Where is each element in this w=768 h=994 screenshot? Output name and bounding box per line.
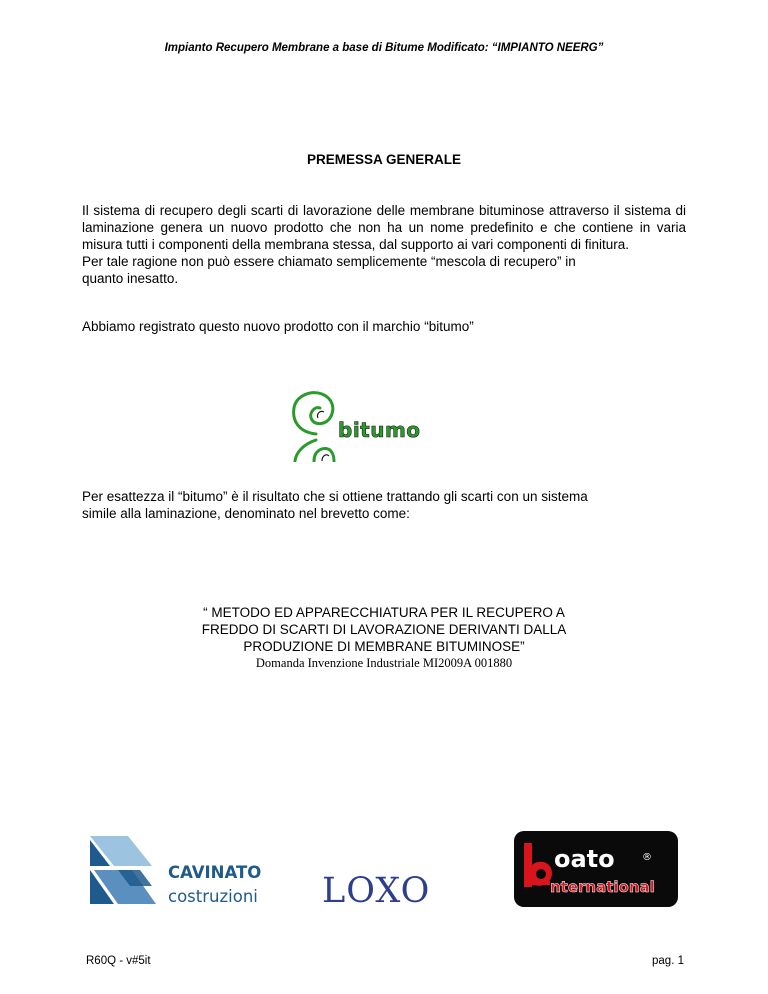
boato-logo-word-2: nternational <box>550 878 655 896</box>
section-title: PREMESSA GENERALE <box>306 152 462 167</box>
bitumo-logo <box>290 390 440 462</box>
bitumo-logo-text: bitumo <box>338 418 421 442</box>
boato-registered-mark: ® <box>642 852 652 863</box>
paragraph-recovery-system: Il sistema di recupero degli scarti di lavorazione delle membrane bituminose attraverso il sistema di laminazione genera un nuovo prodotto che non ha un nome predefinito e che contiene in varia misura tutti i componenti della membrana stessa, dal supporto ai vari componenti di finitura. <box>82 203 686 252</box>
cavinato-logo-line-1: CAVINATO <box>168 863 262 882</box>
page-number: pag. 1 <box>652 955 684 967</box>
boato-logo-word-1: oato <box>554 845 615 873</box>
document-code: R60Q - v#5it <box>86 955 151 967</box>
patent-title-line-1: “ METODO ED APPARECCHIATURA PER IL RECUPERO A <box>203 605 565 620</box>
paragraph-patent-intro-line-1: Per esattezza il “bitumo” è il risultato che si ottiene trattando gli scarti con un sistema <box>82 489 588 504</box>
page-header: Impianto Recupero Membrane a base di Bitume Modificato: “IMPIANTO NEERG” <box>164 42 604 54</box>
loxo-logo-text: LOXO <box>322 871 431 908</box>
loxo-logo <box>318 864 448 908</box>
patent-title-line-3: PRODUZIONE DI MEMBRANE BITUMINOSE” <box>243 639 525 654</box>
paragraph-patent-intro <box>82 488 686 522</box>
patent-title-line-2: FREDDO DI SCARTI DI LAVORAZIONE DERIVANTI DALLA <box>201 622 567 637</box>
paragraph-patent-intro-line-2: simile alla laminazione, denominato nel brevetto come: <box>82 506 410 521</box>
intro-block <box>82 202 686 287</box>
paragraph-reason-line-1: Per tale ragione non può essere chiamato semplicemente “mescola di recupero” in <box>82 254 576 269</box>
cavinato-logo <box>88 832 270 906</box>
paragraph-reason-line-2: quanto inesatto. <box>82 271 179 286</box>
boato-international-logo <box>514 831 678 907</box>
cavinato-mark-icon <box>90 836 156 904</box>
patent-title-block <box>0 604 768 671</box>
paragraph-registered-trademark: Abbiamo registrato questo nuovo prodotto con il marchio “bitumo” <box>82 319 474 334</box>
cavinato-logo-line-2: costruzioni <box>168 887 258 906</box>
patent-application-number: Domanda Invenzione Industriale MI2009A 001880 <box>255 656 513 670</box>
